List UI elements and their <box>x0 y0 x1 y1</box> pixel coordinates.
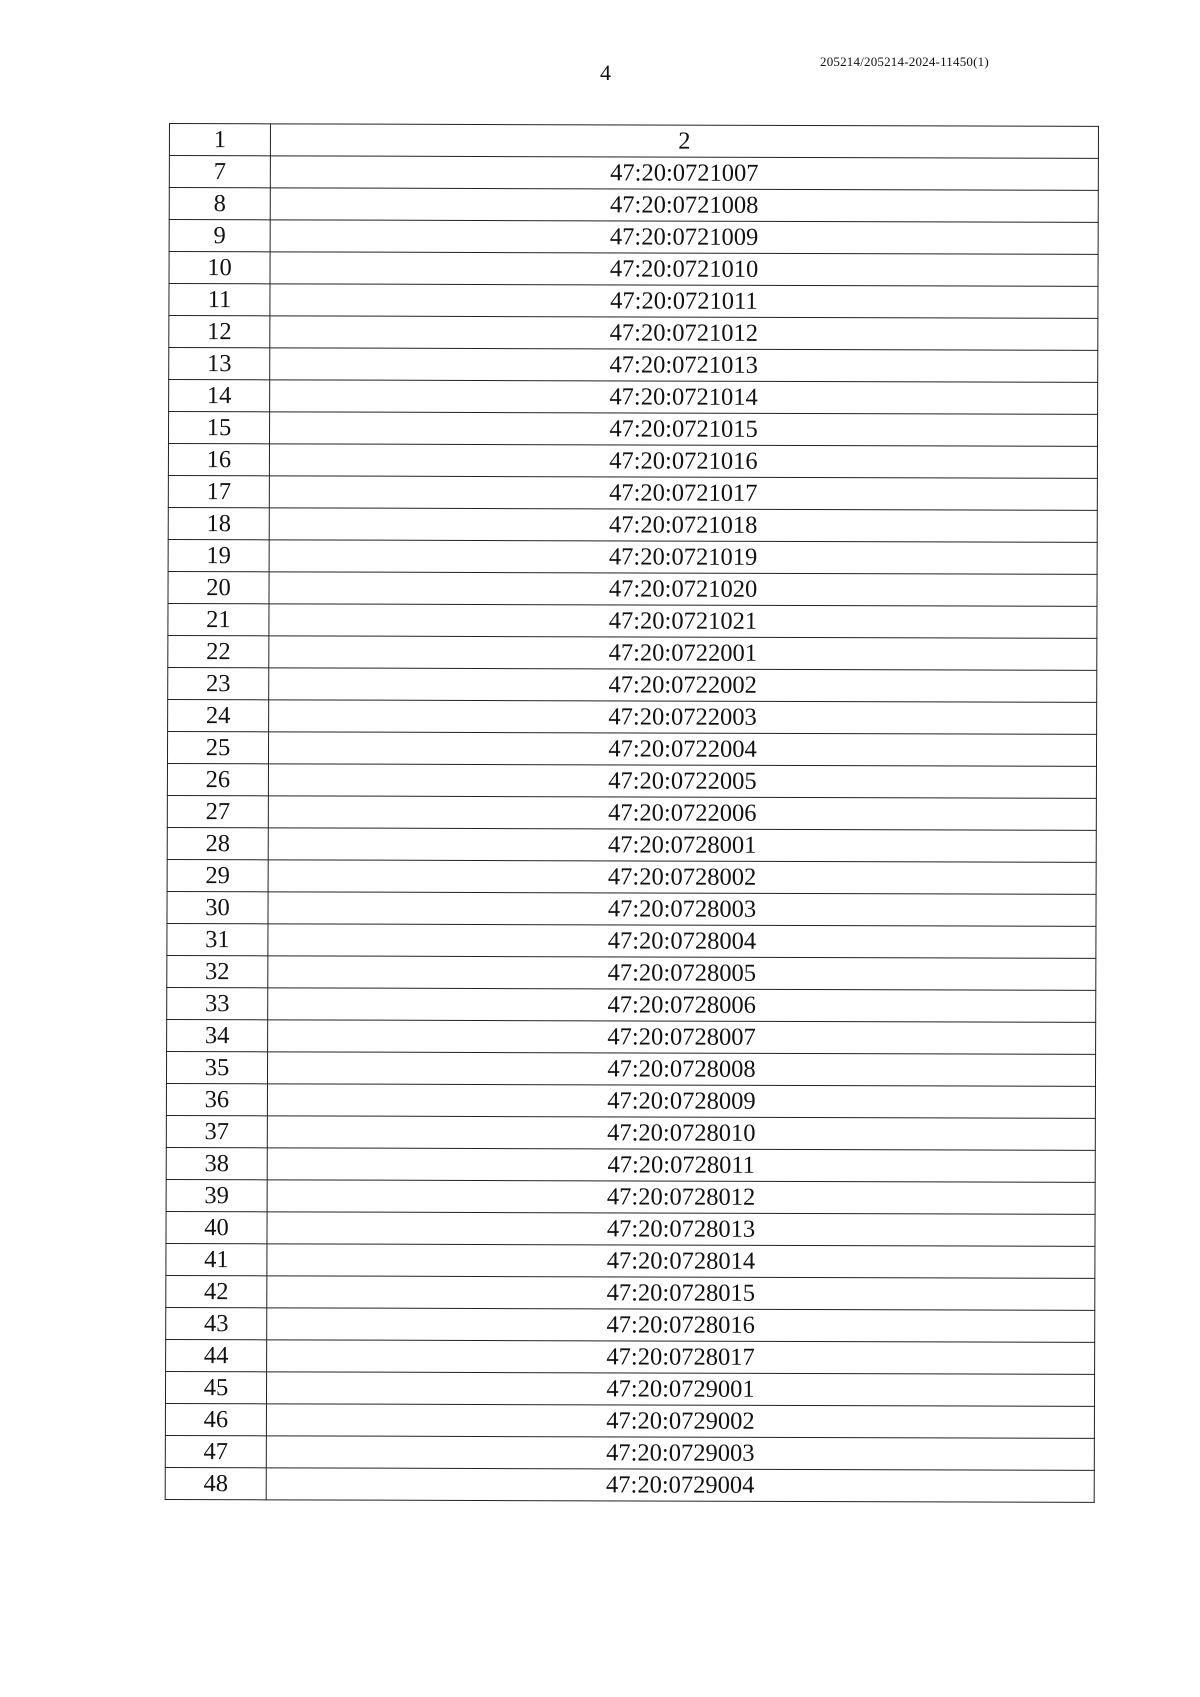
row-number-cell: 24 <box>168 699 269 731</box>
row-number-cell: 13 <box>169 348 270 380</box>
row-number-cell: 18 <box>168 507 269 539</box>
table-row <box>169 316 1098 351</box>
table-row <box>165 1403 1094 1438</box>
table-row <box>166 1147 1095 1182</box>
cadastral-number-cell: 47:20:0721017 <box>269 476 1097 511</box>
row-number-cell: 12 <box>169 316 270 348</box>
row-number-cell: 33 <box>167 987 268 1019</box>
row-number-cell: 41 <box>166 1243 267 1275</box>
table-row <box>167 731 1096 766</box>
cadastral-number-cell: 47:20:0721010 <box>270 252 1098 287</box>
row-number-cell: 11 <box>169 284 270 316</box>
table-row <box>168 412 1097 447</box>
table-row <box>169 188 1098 223</box>
cadastral-number-cell: 47:20:0721018 <box>269 508 1097 543</box>
table-row <box>165 1371 1094 1406</box>
cadastral-number-cell: 47:20:0722003 <box>269 700 1097 735</box>
row-number-cell: 27 <box>167 795 268 827</box>
table-header-row <box>169 124 1098 159</box>
cadastral-number-cell: 47:20:0721011 <box>270 284 1098 319</box>
table-row <box>168 475 1097 510</box>
page-number: 4 <box>600 60 611 85</box>
row-number-cell: 32 <box>167 955 268 987</box>
cadastral-number-cell: 47:20:0728012 <box>267 1180 1095 1215</box>
table-row <box>166 1083 1095 1118</box>
table-row <box>167 859 1096 894</box>
row-number-cell: 20 <box>168 571 269 603</box>
cadastral-number-cell: 47:20:0728009 <box>267 1084 1095 1119</box>
cadastral-number-cell: 47:20:0729004 <box>266 1468 1094 1503</box>
table-row <box>169 284 1098 319</box>
row-number-cell: 40 <box>166 1211 267 1243</box>
cadastral-number-cell: 47:20:0728014 <box>267 1244 1095 1279</box>
cadastral-number-cell: 47:20:0721008 <box>270 188 1098 223</box>
table-row <box>169 380 1098 415</box>
cadastral-number-cell: 47:20:0728001 <box>268 828 1096 863</box>
table-row <box>166 1243 1095 1278</box>
cadastral-number-cell: 47:20:0728006 <box>268 988 1096 1023</box>
column-header-2: 2 <box>270 124 1098 159</box>
cadastral-number-cell: 47:20:0728015 <box>267 1276 1095 1311</box>
row-number-cell: 36 <box>166 1083 267 1115</box>
cadastral-number-cell: 47:20:0721012 <box>270 316 1098 351</box>
document-id: 205214/205214-2024-11450(1) <box>820 54 989 69</box>
table-row <box>166 1339 1095 1374</box>
row-number-cell: 19 <box>168 539 269 571</box>
cadastral-number-cell: 47:20:0728013 <box>267 1212 1095 1247</box>
cadastral-number-cell: 47:20:0728004 <box>268 924 1096 959</box>
cadastral-number-cell: 47:20:0722005 <box>268 764 1096 799</box>
cadastral-number-cell: 47:20:0721007 <box>270 156 1098 191</box>
row-number-cell: 47 <box>165 1435 266 1467</box>
row-number-cell: 38 <box>166 1147 267 1179</box>
table-row <box>169 220 1098 255</box>
cadastral-number-cell: 47:20:0728008 <box>267 1052 1095 1087</box>
table-row <box>168 444 1097 479</box>
row-number-cell: 16 <box>168 444 269 476</box>
table-row <box>168 635 1097 670</box>
cadastral-number-cell: 47:20:0722002 <box>269 668 1097 703</box>
cadastral-number-cell: 47:20:0722004 <box>268 732 1096 767</box>
row-number-cell: 14 <box>169 380 270 412</box>
table-row <box>168 507 1097 542</box>
table-row <box>168 667 1097 702</box>
table-row <box>167 795 1096 830</box>
row-number-cell: 10 <box>169 252 270 284</box>
row-number-cell: 31 <box>167 923 268 955</box>
cadastral-number-cell: 47:20:0728010 <box>267 1116 1095 1151</box>
table-row <box>166 1179 1095 1214</box>
cadastral-number-cell: 47:20:0728017 <box>267 1340 1095 1375</box>
cadastral-number-cell: 47:20:0722001 <box>269 636 1097 671</box>
row-number-cell: 45 <box>165 1371 266 1403</box>
row-number-cell: 17 <box>168 475 269 507</box>
table-row <box>166 1307 1095 1342</box>
table-row <box>167 923 1096 958</box>
table-row <box>167 827 1096 862</box>
row-number-cell: 30 <box>167 891 268 923</box>
row-number-cell: 37 <box>166 1115 267 1147</box>
cadastral-number-cell: 47:20:0729001 <box>266 1372 1094 1407</box>
table-row <box>168 699 1097 734</box>
table-row <box>166 1211 1095 1246</box>
cadastral-number-cell: 47:20:0721021 <box>269 604 1097 639</box>
table-row <box>167 763 1096 798</box>
row-number-cell: 22 <box>168 635 269 667</box>
cadastral-number-cell: 47:20:0721015 <box>269 412 1097 447</box>
row-number-cell: 25 <box>167 731 268 763</box>
table-row <box>169 156 1098 191</box>
cadastral-number-cell: 47:20:0729002 <box>266 1404 1094 1439</box>
table-row <box>165 1467 1094 1502</box>
cadastral-number-cell: 47:20:0721020 <box>269 572 1097 607</box>
row-number-cell: 28 <box>167 827 268 859</box>
table-row <box>168 571 1097 606</box>
cadastral-number-cell: 47:20:0728005 <box>268 956 1096 991</box>
row-number-cell: 35 <box>166 1051 267 1083</box>
table-row <box>166 1275 1095 1310</box>
table-row <box>165 1435 1094 1470</box>
table-row <box>169 348 1098 383</box>
table-row <box>168 539 1097 574</box>
cadastral-number-cell: 47:20:0729003 <box>266 1436 1094 1471</box>
cadastral-number-cell: 47:20:0728002 <box>268 860 1096 895</box>
row-number-cell: 46 <box>165 1403 266 1435</box>
column-header-1: 1 <box>169 124 270 156</box>
table-row <box>168 603 1097 638</box>
row-number-cell: 48 <box>165 1467 266 1499</box>
table-row <box>166 1115 1095 1150</box>
row-number-cell: 8 <box>169 188 270 220</box>
row-number-cell: 29 <box>167 859 268 891</box>
row-number-cell: 23 <box>168 667 269 699</box>
row-number-cell: 21 <box>168 603 269 635</box>
row-number-cell: 7 <box>169 156 270 188</box>
table-row <box>169 252 1098 287</box>
cadastral-number-cell: 47:20:0721019 <box>269 540 1097 575</box>
row-number-cell: 9 <box>169 220 270 252</box>
cadastral-number-cell: 47:20:0728007 <box>268 1020 1096 1055</box>
table-row <box>167 891 1096 926</box>
cadastral-number-cell: 47:20:0721016 <box>269 444 1097 479</box>
cadastral-number-cell: 47:20:0722006 <box>268 796 1096 831</box>
cadastral-table <box>165 123 1099 1503</box>
cadastral-number-cell: 47:20:0728003 <box>268 892 1096 927</box>
cadastral-number-cell: 47:20:0728016 <box>267 1308 1095 1343</box>
row-number-cell: 34 <box>167 1019 268 1051</box>
row-number-cell: 42 <box>166 1275 267 1307</box>
cadastral-number-cell: 47:20:0721009 <box>270 220 1098 255</box>
table-row <box>167 1019 1096 1054</box>
cadastral-number-cell: 47:20:0721013 <box>270 348 1098 383</box>
table-row <box>166 1051 1095 1086</box>
row-number-cell: 15 <box>168 412 269 444</box>
row-number-cell: 43 <box>166 1307 267 1339</box>
table-row <box>167 987 1096 1022</box>
table-row <box>167 955 1096 990</box>
row-number-cell: 44 <box>166 1339 267 1371</box>
cadastral-number-cell: 47:20:0728011 <box>267 1148 1095 1183</box>
row-number-cell: 26 <box>167 763 268 795</box>
cadastral-number-cell: 47:20:0721014 <box>270 380 1098 415</box>
row-number-cell: 39 <box>166 1179 267 1211</box>
